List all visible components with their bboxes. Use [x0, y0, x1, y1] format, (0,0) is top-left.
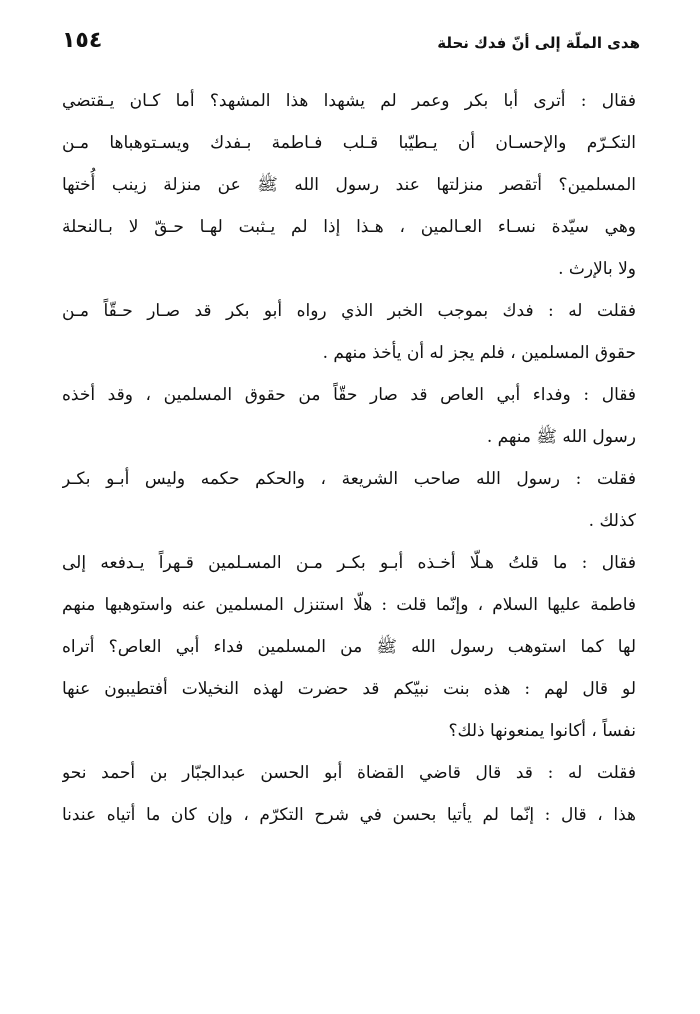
text-line: نفساً ، أكانوا يمنعونها ذلك؟ [448, 721, 636, 741]
text-line: رسول الله ﷺ منهم . [486, 427, 636, 447]
text-line: فقلت له : فدك بموجب الخبر الذي رواه أبو بكر قد صـار حـقّاً مـن [62, 301, 636, 321]
text-line: لها كما استوهب رسول الله ﷺ من المسلمين فداء أبي العاص؟ أتراه [62, 637, 636, 657]
text-line: فقال : ما قلتُ هـلّا أخـذه أبـو بكـر مـن المسـلمين قـهراً يـدفعه إلى [62, 553, 636, 573]
text-line: فقلت له : قد قال قاضي القضاة أبو الحسن عبدالجبّار بن أحمد نحو [62, 763, 636, 783]
text-line: المسلمين؟ أتقصر منزلتها عند رسول الله ﷺ عن منزلة زينب أُختها [62, 175, 636, 195]
text-line: ولا بالإرث . [558, 259, 636, 279]
text-line: هذا ، قال : إنّما لم يأتيا بحسن في شرح التكرّم ، وإن كان ما أتياه عندنا [62, 805, 636, 825]
text-line: التكـرّم والإحسـان أن يـطيّبا قـلب فـاطمة بـفدك ويسـتوهباها مـن [62, 133, 636, 153]
text-line: وهي سيّدة نسـاء العـالمين ، هـذا إذا لم يـثبت لهـا حـقّ لا بـالنحلة [62, 217, 636, 237]
text-line: فقال : أترى أبا بكر وعمر لم يشهدا هذا المشهد؟ أما كـان يـقتضي [62, 91, 636, 111]
text-line: كذلك . [588, 511, 636, 531]
text-line: لو قال لهم : هذه بنت نبيّكم قد حضرت لهذه النخيلات أفتطيبون عنها [62, 679, 636, 699]
running-title: هدى الملّة إلى أنّ فدك نحلة [437, 34, 640, 52]
text-line: فقال : وفداء أبي العاص قد صار حقّاً من حقوق المسلمين ، وقد أخذه [62, 385, 636, 405]
text-line: فاطمة عليها السلام ، وإنّما قلت : هلّا استنزل المسلمين عنه واستوهبها منهم [62, 595, 636, 615]
body-text [62, 80, 636, 836]
text-line: فقلت : رسول الله صاحب الشريعة ، والحكم حكمه وليس أبـو بكـر [62, 469, 636, 489]
text-line: حقوق المسلمين ، فلم يجز له أن يأخذ منهم . [322, 343, 636, 363]
page-number: ١٥٤ [62, 28, 103, 53]
